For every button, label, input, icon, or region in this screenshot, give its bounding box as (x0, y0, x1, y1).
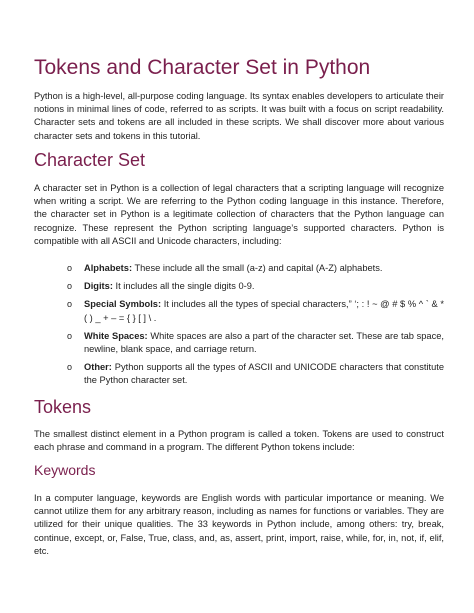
list-item-other (34, 361, 444, 387)
intro-paragraph: Python is a high-level, all-purpose coding language. Its syntax enables developers to articulate their notions in minimal lines of code, referred to as scripts. It was built with a focus on script readability. Character sets and tokens are all included in these scripts. We shall discover more about various character sets and tokens in this tutorial. (34, 91, 444, 141)
list-item-text: It includes all the single digits 0-9. (112, 281, 255, 292)
list-item-term: Alphabets: (84, 263, 133, 273)
list-item-term: Other: (84, 362, 112, 373)
bullet-marker: o (67, 299, 73, 310)
keywords-heading: Keywords (34, 462, 96, 478)
list-item-text: White spaces are also a part of the character set. These are tab space, newline, blank space, and carriage return. (84, 330, 445, 355)
bullet-marker: o (67, 330, 73, 341)
list-item-alphabets (34, 262, 444, 275)
tokens-paragraph: The smallest distinct element in a Python program is called a token. Tokens are used to construct each phrase and command in a program. The different Python tokens include: (34, 429, 444, 453)
tokens-heading: Tokens (34, 397, 92, 417)
page-title: Tokens and Character Set in Python (34, 56, 371, 79)
character-set-paragraph: A character set in Python is a collection of legal characters that a scripting language will recognize when writing a script. We are referring to the Python coding language in this instance. Therefore, the character set in Python is a legitimate collection of characters that the Python language can recognize. These represent the Python scripting language’s supported characters. Python is compatible with all ASCII and Unicode characters, including: (34, 183, 444, 246)
character-set-list (34, 262, 444, 393)
keywords-paragraph: In a computer language, keywords are English words with particular importance or meaning. We cannot utilize them for any arbitrary reason, including as names for functions or variables. They are utilized for their unique qualities. The 33 keywords in Python include, among others: try, break, continue, except, or, False, True, class, and, as, assert, print, import, raise, while, for, in, not, if, elif, etc. (34, 493, 444, 556)
list-item-text: Python supports all the types of ASCII and UNICODE characters that constitute the Python character set. (84, 362, 444, 386)
list-item-text: These include all the small (a-z) and capital (A-Z) alphabets. (132, 263, 383, 273)
list-item-digits (34, 280, 444, 293)
bullet-marker: o (67, 263, 73, 273)
list-item-term: Special Symbols: (84, 299, 162, 310)
list-item-term: White Spaces: (84, 330, 148, 341)
character-set-heading: Character Set (34, 150, 146, 170)
list-item-text: It includes all the types of special characters,” ‘; : ! ~ @ # $ % ^ ` & * ( ) _ + – = { } [ ] \ . (84, 299, 444, 323)
list-item-term: Digits: (84, 281, 113, 292)
list-item-special-symbols (34, 298, 444, 324)
bullet-marker: o (67, 362, 73, 373)
bullet-marker: o (67, 281, 73, 292)
list-item-white-spaces (34, 330, 444, 356)
